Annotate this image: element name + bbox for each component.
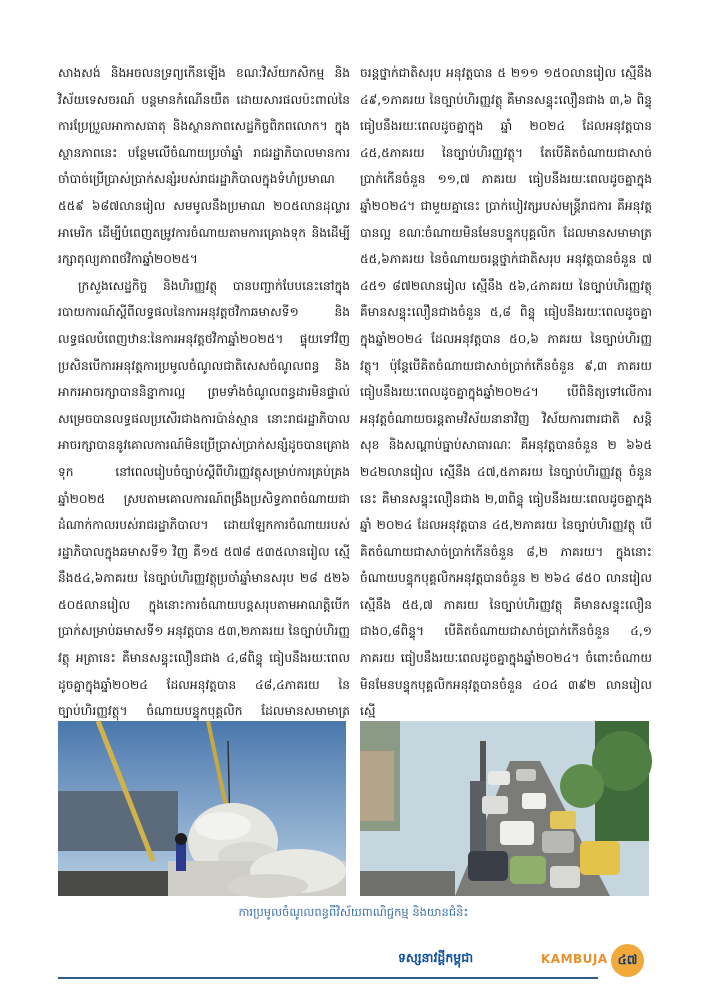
article-paragraph: ចរន្តថ្នាក់ជាតិសរុប អនុវត្តបាន ៥ ២១១ ១៥០លានរៀល ស្មើនឹង ៤៩,១ភាគរយ នៃច្បាប់ហិរញ្ញវត្ថុ គឺមានសន្ទុះលឿនជាង ៣,៦ ពិន្ទុ ធៀបនឹងរយៈពេលដូចគ្នាក្នុង ឆ្នាំ ២០២៤ ដែលអនុវត្តបាន ៤៥,៥ភាគរយ នៃច្បាប់ហិរញ្ញវត្ថុ។ តែបើគិតចំណាយជាសាច់ប្រាក់កើនចំនួន ១១,៧ ភាគរយ ធៀបនឹងរយៈពេលដូចគ្នាក្នុងឆ្នាំ២០២៤។ ជាមួយគ្នានេះ ប្រាក់បៀវត្សរបស់មន្ត្រីរាជការ គឺអនុវត្តបានល្អ ខណៈចំណាយមិនមែនបន្ទុកបុគ្គលិក ដែលមានសមាមាត្រ ៥៥,៦ភាគរយ នៃចំណាយចរន្តថ្នាក់ជាតិសរុប អនុវត្តបានចំនួន ៧ ៤៥១ ៨៧២លានរៀល ស្មើនឹង ៥៦,៤ភាគរយ នៃច្បាប់ហិរញ្ញវត្ថុ គឺមានសន្ទុះលឿនជាងចំនួន ៥,៨ ពិន្ទុ ធៀបនឹងរយៈពេលដូចគ្នាក្នុងឆ្នាំ២០២៤ ដែលអនុវត្តបាន ៥០,៦ ភាគរយ នៃច្បាប់ហិរញ្ញវត្ថុ។ ប៉ុន្តែបើគិតចំណាយជាសាច់ប្រាក់កើនចំនួន ៩,៣ ភាគរយ ធៀបនឹងរយៈពេលដូចគ្នាក្នុងឆ្នាំ២០២៤។ បើពិនិត្យទៅលើការអនុវត្តចំណាយចរន្តតាមវិស័យនានាវិញ វិស័យការពារជាតិ សន្តិសុខ និងសណ្តាប់ធ្នាប់សាធារណៈ គឺអនុវត្តបានចំនួន ២ ៦៦៥ ២៤២លានរៀល ស្មើនឹង ៤៧,៥ភាគរយ នៃច្បាប់ហិរញ្ញវត្ថុ ចំនួននេះ គឺមានសន្ទុះលឿនជាង ២,៣ពិន្ទុ ធៀបនឹងរយៈពេលដូចគ្នាក្នុងឆ្នាំ ២០២៤ ដែលអនុវត្តបាន ៤៥,២ភាគរយ នៃច្បាប់ហិរញ្ញវត្ថុ បើគិតចំណាយជាសាច់ប្រាក់កើនចំនួន ៨,២ ភាគរយ។ ក្នុងនោះចំណាយបន្ទុកបុគ្គលិកអនុវត្តបានចំនួន ២ ២៦៤ ៨៥០ លានរៀល ស្មើនឹង ៥៥,៧ ភាគរយ នៃច្បាប់ហិរញ្ញវត្ថុ គឺមានសន្ទុះលឿនជាង០,៨ពិន្ទុ។ បើគិតចំណាយជាសាច់ប្រាក់កើនចំនួន ៤,១ ភាគរយ ធៀបនឹងរយៈពេលដូចគ្នាក្នុងឆ្នាំ២០២៤។ ចំពោះចំណាយមិនមែនបន្ទុកបុគ្គលិកអនុវត្តបានចំនួន ៤០៤ ៣៩២ លានរៀល ស្មើ bbox=[360, 66, 652, 719]
magazine-title-english: KAMBUJA bbox=[541, 952, 608, 966]
article-left-column bbox=[58, 60, 350, 719]
figure-caption: ការប្រមូលចំណូលពន្ធពីវិស័យពាណិជ្ជកម្ម និងយានជំនិះ bbox=[238, 905, 469, 919]
traffic-street-photo bbox=[360, 721, 649, 896]
magazine-title-khmer: ទស្សនាវដ្តីកម្ពុជា bbox=[398, 950, 474, 965]
page-number: ៤៧ bbox=[611, 944, 644, 977]
article-paragraph: សាងសង់ និងអចលនទ្រព្យកើនឡើង ខណៈវិស័យកសិកម្ម និងវិស័យទេសចរណ៍ បន្តមានកំណើនយឺត ដោយសារផលប៉ះពាល់នៃការប្រែប្រួលអាកាសធាតុ និងស្ថានភាពសេដ្ឋកិច្ចពិភពលោក។ ក្នុងស្ថានភាពនេះ បន្ថែមលើចំណាយប្រចាំឆ្នាំ រាជរដ្ឋាភិបាលមានការចាំបាច់ប្រើប្រាស់ប្រាក់សន្សំរបស់រាជរដ្ឋាភិបាលក្នុងទំហំប្រមាណ ៥៥៩ ៦៨៧លានរៀល សមមូលនឹងប្រមាណ ២០៥លានដុល្លារអាមេរិក ដើម្បីបំពេញតម្រូវការចំណាយតាមការគ្រោងទុក និងដើម្បីរក្សាតុល្យភាពថវិកាឆ្នាំ២០២៥។ bbox=[58, 66, 350, 267]
article-right-column bbox=[360, 60, 652, 719]
footer-rule bbox=[58, 977, 598, 979]
article-paragraph: ក្រសួងសេដ្ឋកិច្ច និងហិរញ្ញវត្ថុ បានបញ្ជាក់បែបនេះនៅក្នុងរបាយការណ៍ស្តីពីលទ្ធផលនៃការអនុវត្តថវិកាឆមាសទី១ និងលទ្ធផលបំពេញឋានៈនៃការអនុវត្តថវិកាឆ្នាំ២០២៥។ ផ្ទុយទៅវិញប្រសិនបើការអនុវត្តការប្រមូលចំណូលជាតិសេសចំណូលពន្ធ និងអាករអាចរក្សាបាននិន្នាការល្អ ព្រមទាំងចំណូលពន្ធដារមិនផ្ទាល់សម្រេចបានលទ្ធផលប្រសើរជាងការប៉ាន់ស្មាន នោះរាជរដ្ឋាភិបាលអាចរក្សាបាននូវគោលការណ៍មិនប្រើប្រាស់ប្រាក់សន្សំដូចបានគ្រោងទុក នៅពេលរៀបចំច្បាប់ស្តីពីហិរញ្ញវត្ថុសម្រាប់ការគ្រប់គ្រងឆ្នាំ២០២៥ ស្របតាមគោលការណ៍ពង្រឹងប្រសិទ្ធភាពចំណាយជាដំណាក់កាលរបស់រាជរដ្ឋាភិបាល។ ដោយឡែកការចំណាយរបស់រដ្ឋាភិបាលក្នុងឆមាសទី១ វិញ គឺ១៥ ៥៧៨ ៥៣៥លានរៀល ស្មើនឹង៥៤,៦ភាគរយ នៃច្បាប់ហិរញ្ញវត្ថុប្រចាំឆ្នាំមានសរុប ២៨ ៥២៦ ៥០៥លានរៀល ក្នុងនោះការចំណាយបន្តសរុបតាមអាណត្តិបើកប្រាក់សម្រាប់ឆមាសទី១ អនុវត្តបាន ៥៣,២ភាគរយ នៃច្បាប់ហិរញ្ញវត្ថុ អត្រានេះ គឺមានសន្ទុះលឿនជាង ៤,៨ពិន្ទុ ធៀបនឹងរយៈពេលដូចគ្នាក្នុងឆ្នាំ២០២៤ ដែលអនុវត្តបាន ៤៨,៤ភាគរយ នៃច្បាប់ហិរញ្ញវត្ថុ។ ចំណាយបន្ទុកបុគ្គលិក ដែលមានសមាមាត្រ bbox=[58, 278, 350, 719]
port-cargo-photo bbox=[58, 721, 346, 896]
